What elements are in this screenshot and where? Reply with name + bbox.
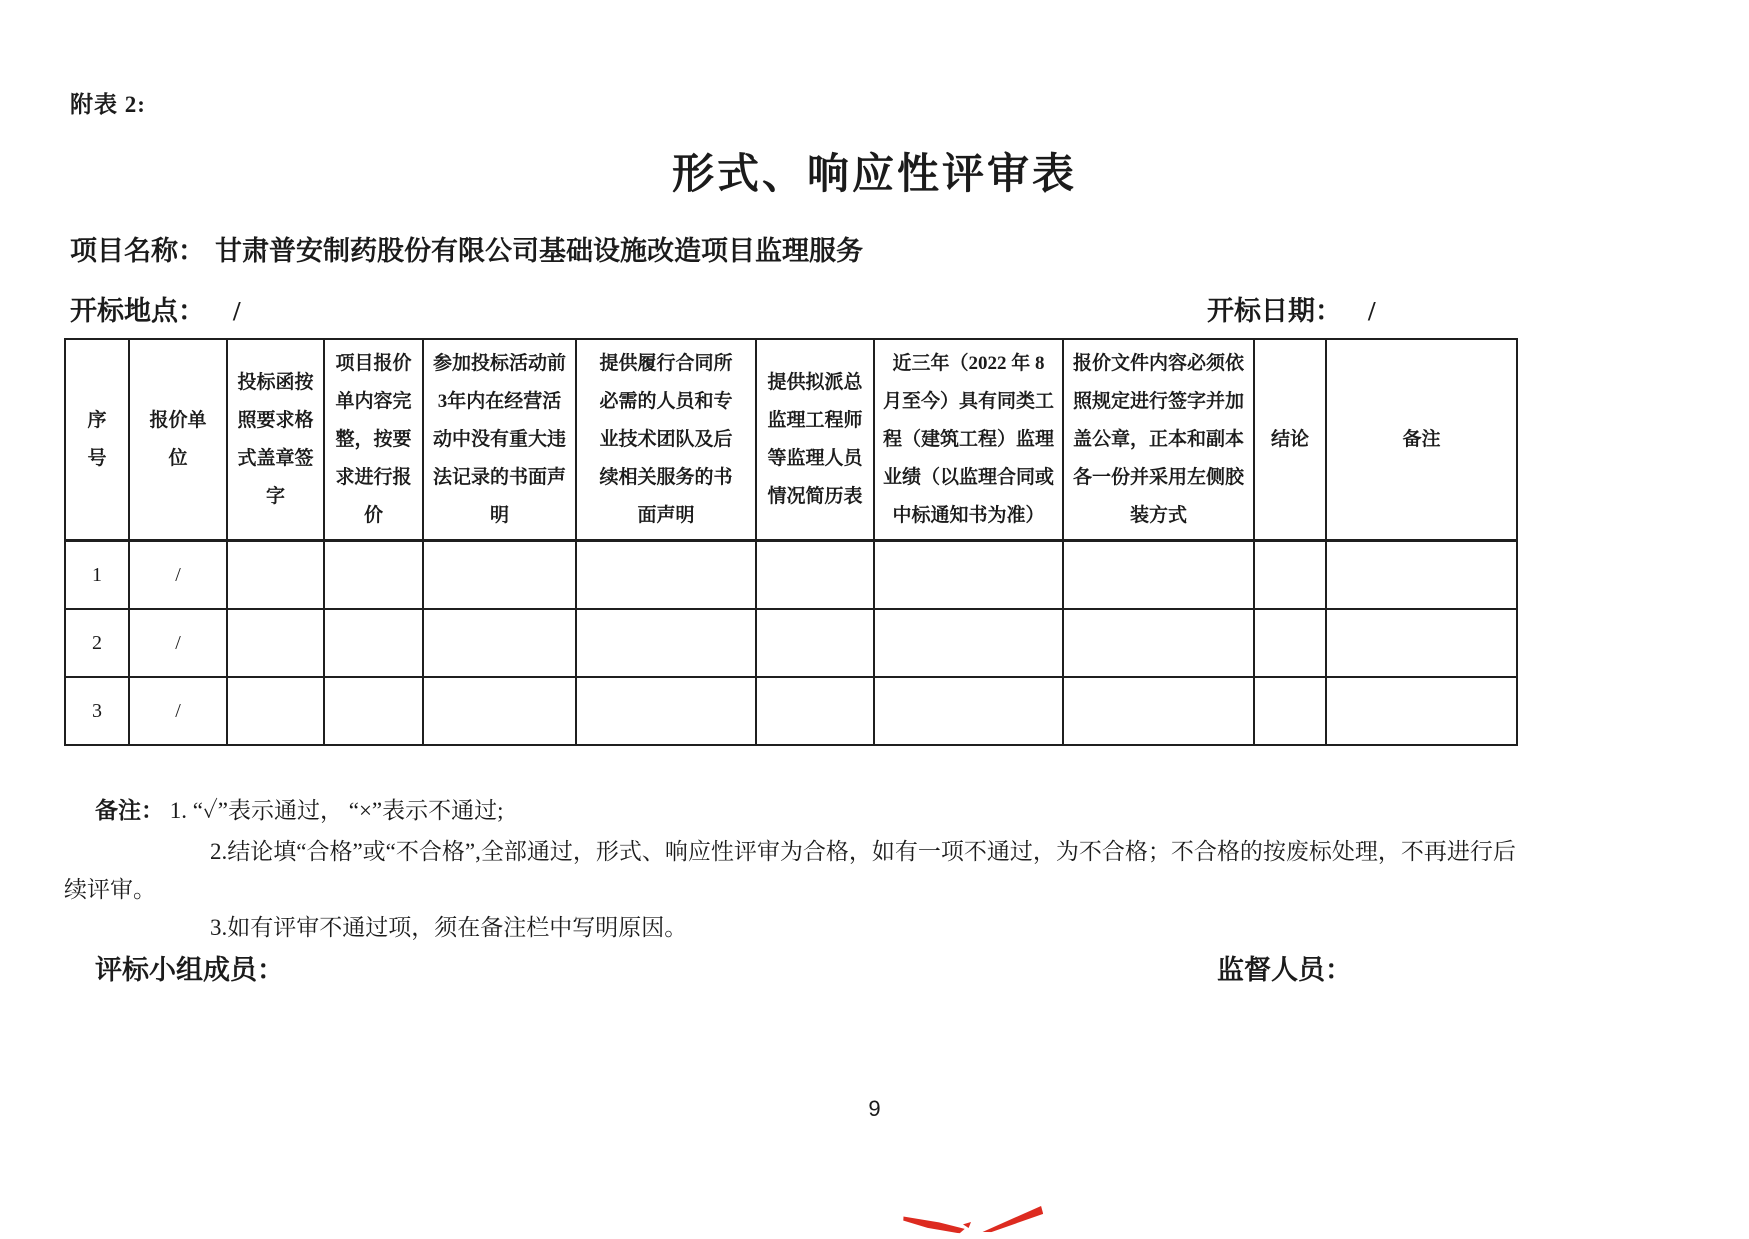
red-seal-mark-left [903, 1213, 966, 1233]
table-cell-empty [227, 609, 324, 677]
table-cell-empty [227, 541, 324, 610]
table-cell-empty [1326, 609, 1517, 677]
table-cell-empty [576, 609, 756, 677]
bid-opening-place-value: / [233, 296, 241, 326]
page-title: 形式、响应性评审表 [671, 152, 1077, 198]
table-cell-empty [576, 677, 756, 745]
table-cell-empty [423, 541, 576, 610]
table-row [65, 677, 1517, 745]
evaluation-team-label: 评标小组成员： [95, 955, 284, 985]
bid-opening-place-line [70, 289, 241, 328]
table-row [65, 609, 1517, 677]
note-item-3: 3.如有评审不通过项，须在备注栏中写明原因。 [210, 915, 688, 940]
table-cell-empty [1254, 677, 1326, 745]
table-cell-empty [423, 677, 576, 745]
table-row [65, 541, 1517, 610]
red-seal-mark-right [983, 1204, 1044, 1234]
header-remarks: 备注 [1326, 339, 1517, 541]
header-criterion-2: 项目报价单内容完整，按要求进行报价 [324, 339, 423, 541]
table-cell-empty [756, 609, 874, 677]
note-item-1: 1. “✓”表示通过， “×”表示不通过; [169, 798, 504, 823]
table-cell-empty [324, 677, 423, 745]
header-bidder: 报价单位 [129, 339, 227, 541]
table-cell-empty [1254, 609, 1326, 677]
project-name-value: 甘肃普安制药股份有限公司基础设施改造项目监理服务 [215, 236, 863, 266]
note-item-1-line [95, 792, 504, 825]
cell-bidder: / [129, 677, 227, 745]
table-cell-empty [576, 541, 756, 610]
table-cell-empty [874, 677, 1063, 745]
note-item-2: 2.结论填“合格”或“不合格”,全部通过，形式、响应性评审为合格，如有一项不通过，为不合格；不合格的按废标处理，不再进行后 [210, 839, 1516, 864]
project-name-label: 项目名称： [70, 236, 205, 266]
table-header-row [65, 339, 1517, 541]
table-cell-empty [1326, 677, 1517, 745]
review-table-wrapper [64, 338, 1518, 746]
header-conclusion: 结论 [1254, 339, 1326, 541]
table-cell-empty [874, 541, 1063, 610]
table-cell-empty [324, 541, 423, 610]
header-criterion-3: 参加投标活动前3年内在经营活动中没有重大违法记录的书面声明 [423, 339, 576, 541]
attachment-label: 附表 2: [70, 92, 146, 117]
header-criterion-1: 投标函按照要求格式盖章签字 [227, 339, 324, 541]
header-seq: 序号 [65, 339, 129, 541]
table-cell-empty [1063, 541, 1254, 610]
project-name-line [70, 229, 863, 268]
note-item-2-continued: 续评审。 [64, 877, 156, 902]
table-cell-empty [1063, 677, 1254, 745]
cell-seq: 3 [65, 677, 129, 745]
cell-seq: 1 [65, 541, 129, 610]
notes-label: 备注： [95, 798, 164, 823]
supervisor-label: 监督人员： [1217, 955, 1352, 985]
header-criterion-4: 提供履行合同所必需的人员和专业技术团队及后续相关服务的书面声明 [576, 339, 756, 541]
red-seal-mark-speck [963, 1222, 971, 1228]
bid-opening-date-line [1207, 289, 1376, 328]
header-criterion-6: 近三年（2022 年 8 月至今）具有同类工程（建筑工程）监理业绩（以监理合同或中标通知书为准） [874, 339, 1063, 541]
header-criterion-7: 报价文件内容必须依照规定进行签字并加盖公章，正本和副本各一份并采用左侧胶装方式 [1063, 339, 1254, 541]
table-cell-empty [324, 609, 423, 677]
table-cell-empty [874, 609, 1063, 677]
table-cell-empty [1063, 609, 1254, 677]
review-table [64, 338, 1518, 746]
header-criterion-5: 提供拟派总监理工程师等监理人员情况简历表 [756, 339, 874, 541]
table-cell-empty [1254, 541, 1326, 610]
cell-bidder: / [129, 541, 227, 610]
bid-opening-date-label: 开标日期： [1207, 296, 1342, 326]
bid-opening-place-label: 开标地点： [70, 296, 205, 326]
table-cell-empty [756, 541, 874, 610]
page-number: 9 [868, 1096, 881, 1121]
table-cell-empty [423, 609, 576, 677]
table-cell-empty [227, 677, 324, 745]
cell-bidder: / [129, 609, 227, 677]
bid-opening-date-value: / [1368, 296, 1376, 326]
table-cell-empty [756, 677, 874, 745]
cell-seq: 2 [65, 609, 129, 677]
table-cell-empty [1326, 541, 1517, 610]
